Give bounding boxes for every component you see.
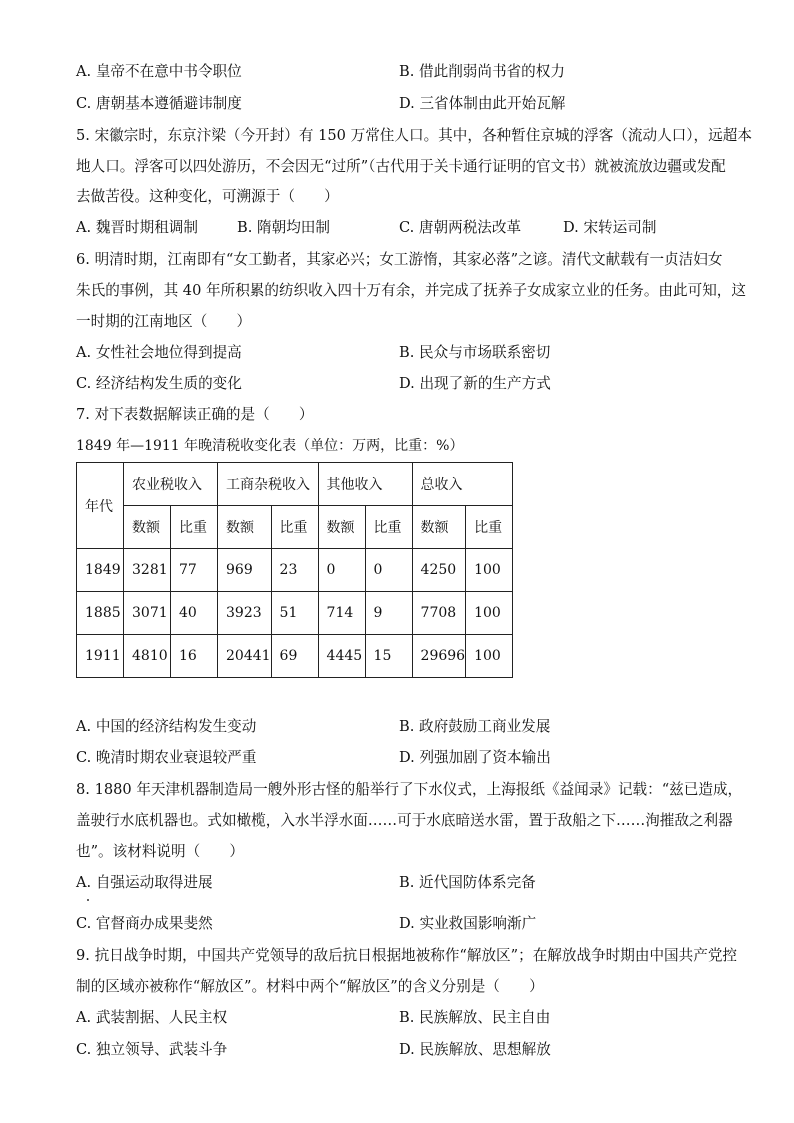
table-cell: 29696 <box>412 635 466 678</box>
table-cell: 7708 <box>412 592 466 635</box>
subheader-amount: 数额 <box>124 506 171 549</box>
table-cell: 0 <box>318 549 365 592</box>
table-cell: 969 <box>218 549 272 592</box>
table-cell: 0 <box>365 549 412 592</box>
table-cell: 1885 <box>77 592 124 635</box>
q6-option-c: C. 经济结构发生质的变化 <box>76 375 242 392</box>
q5-option-b: B. 隋朝均田制 <box>237 219 330 236</box>
subheader-ratio: 比重 <box>171 506 218 549</box>
q6-stem-line-3: 一时期的江南地区（ ） <box>76 313 252 330</box>
q8-stem-line-2: 盖驶行水底机器也。式如橄榄，入水半浮水面……可于水底暗送水雷，置于敌船之下……洵摧敌之利器 <box>76 812 733 829</box>
table-subheader-row <box>77 506 513 549</box>
q4-option-d: D. 三省体制由此开始瓦解 <box>399 95 566 112</box>
q8-option-b: B. 近代国防体系完备 <box>399 874 536 891</box>
subheader-amount: 数额 <box>318 506 365 549</box>
q5-option-a: A. 魏晋时期租调制 <box>76 219 198 236</box>
table-cell: 9 <box>365 592 412 635</box>
group-header: 农业税收入 <box>124 463 218 506</box>
q8-option-a: A. 自强运动取得进展 <box>76 874 213 891</box>
table-cell: 100 <box>466 635 513 678</box>
table-row <box>77 549 513 592</box>
table-cell: 4445 <box>318 635 365 678</box>
table-cell: 3071 <box>124 592 171 635</box>
table-cell: 1849 <box>77 549 124 592</box>
group-header: 总收入 <box>412 463 513 506</box>
table-row <box>77 635 513 678</box>
table-cell: 23 <box>271 549 318 592</box>
q6-option-d: D. 出现了新的生产方式 <box>399 375 551 392</box>
table-cell: 100 <box>466 592 513 635</box>
table-cell: 4810 <box>124 635 171 678</box>
subheader-ratio: 比重 <box>365 506 412 549</box>
table-caption: 1849 年—1911 年晚清税收变化表（单位：万两，比重：%） <box>76 438 464 454</box>
q7-stem: 7. 对下表数据解读正确的是（ ） <box>76 406 314 423</box>
q5-stem-line-1: 5. 宋徽宗时，东京汴梁（今开封）有 150 万常住人口。其中，各种暂住京城的浮客（流动人口），远超本 <box>76 127 752 144</box>
subheader-amount: 数额 <box>412 506 466 549</box>
q9-stem-line-2: 制的区域亦被称作“解放区”。材料中两个“解放区”的含义分别是（ ） <box>76 978 544 995</box>
q8-stem-line-3: 也”。该材料说明（ ） <box>76 843 244 860</box>
group-header: 其他收入 <box>318 463 412 506</box>
q8-option-c: C. 官督商办成果斐然 <box>76 915 213 932</box>
table-cell: 51 <box>271 592 318 635</box>
q4-option-c: C. 唐朝基本遵循避讳制度 <box>76 95 242 112</box>
q5-option-d: D. 宋转运司制 <box>563 219 657 236</box>
table-cell: 16 <box>171 635 218 678</box>
q7-option-d: D. 列强加剧了资本输出 <box>399 749 551 766</box>
table-row <box>77 592 513 635</box>
table-cell: 20441 <box>218 635 272 678</box>
q5-stem-line-3: 去做苦役。这种变化，可溯源于（ ） <box>76 188 339 205</box>
table-cell: 1911 <box>77 635 124 678</box>
q6-option-b: B. 民众与市场联系密切 <box>399 344 551 361</box>
q5-option-c: C. 唐朝两税法改革 <box>399 219 522 236</box>
q6-stem-line-1: 6. 明清时期，江南即有“女工勤者，其家必兴；女工游惰，其家必落”之谚。清代文献载有一贞洁妇女 <box>76 251 723 268</box>
tax-table <box>76 462 513 678</box>
q6-option-a: A. 女性社会地位得到提高 <box>76 344 242 361</box>
q9-option-a: A. 武装割据、人民主权 <box>76 1009 228 1026</box>
table-cell: 3281 <box>124 549 171 592</box>
year-header: 年代 <box>77 463 124 549</box>
table-cell: 40 <box>171 592 218 635</box>
q4-option-a: A. 皇帝不在意中书令职位 <box>76 63 242 80</box>
q9-option-b: B. 民族解放、民主自由 <box>399 1009 551 1026</box>
table-header-row <box>77 463 513 506</box>
table-cell: 77 <box>171 549 218 592</box>
q9-option-c: C. 独立领导、武装斗争 <box>76 1041 228 1058</box>
table-cell: 4250 <box>412 549 466 592</box>
q6-stem-line-2: 朱氏的事例，其 40 年所积累的纺织收入四十万有余，并完成了抚养子女成家立业的任务。由此可知，这 <box>76 282 746 299</box>
table-cell: 3923 <box>218 592 272 635</box>
q7-option-c: C. 晚清时期农业衰退较严重 <box>76 749 257 766</box>
q8-option-d: D. 实业救国影响渐广 <box>399 915 537 932</box>
table-cell: 100 <box>466 549 513 592</box>
stray-dot <box>87 899 89 901</box>
q8-stem-line-1: 8. 1880 年天津机器制造局一艘外形古怪的船举行了下水仪式，上海报纸《益闻录》记载：“兹已造成， <box>76 781 743 798</box>
table-cell: 69 <box>271 635 318 678</box>
q4-option-b: B. 借此削弱尚书省的权力 <box>399 63 565 80</box>
subheader-amount: 数额 <box>218 506 272 549</box>
q7-option-b: B. 政府鼓励工商业发展 <box>399 718 551 735</box>
table-cell: 714 <box>318 592 365 635</box>
subheader-ratio: 比重 <box>466 506 513 549</box>
q9-stem-line-1: 9. 抗日战争时期，中国共产党领导的敌后抗日根据地被称作“解放区”；在解放战争时期由中国共产党控 <box>76 947 738 964</box>
q5-stem-line-2: 地人口。浮客可以四处游历，不会因无“过所”（古代用于关卡通行证明的官文书）就被流放边疆或发配 <box>76 158 726 175</box>
subheader-ratio: 比重 <box>271 506 318 549</box>
group-header: 工商杂税收入 <box>218 463 319 506</box>
q7-option-a: A. 中国的经济结构发生变动 <box>76 718 257 735</box>
q9-option-d: D. 民族解放、思想解放 <box>399 1041 551 1058</box>
table-cell: 15 <box>365 635 412 678</box>
